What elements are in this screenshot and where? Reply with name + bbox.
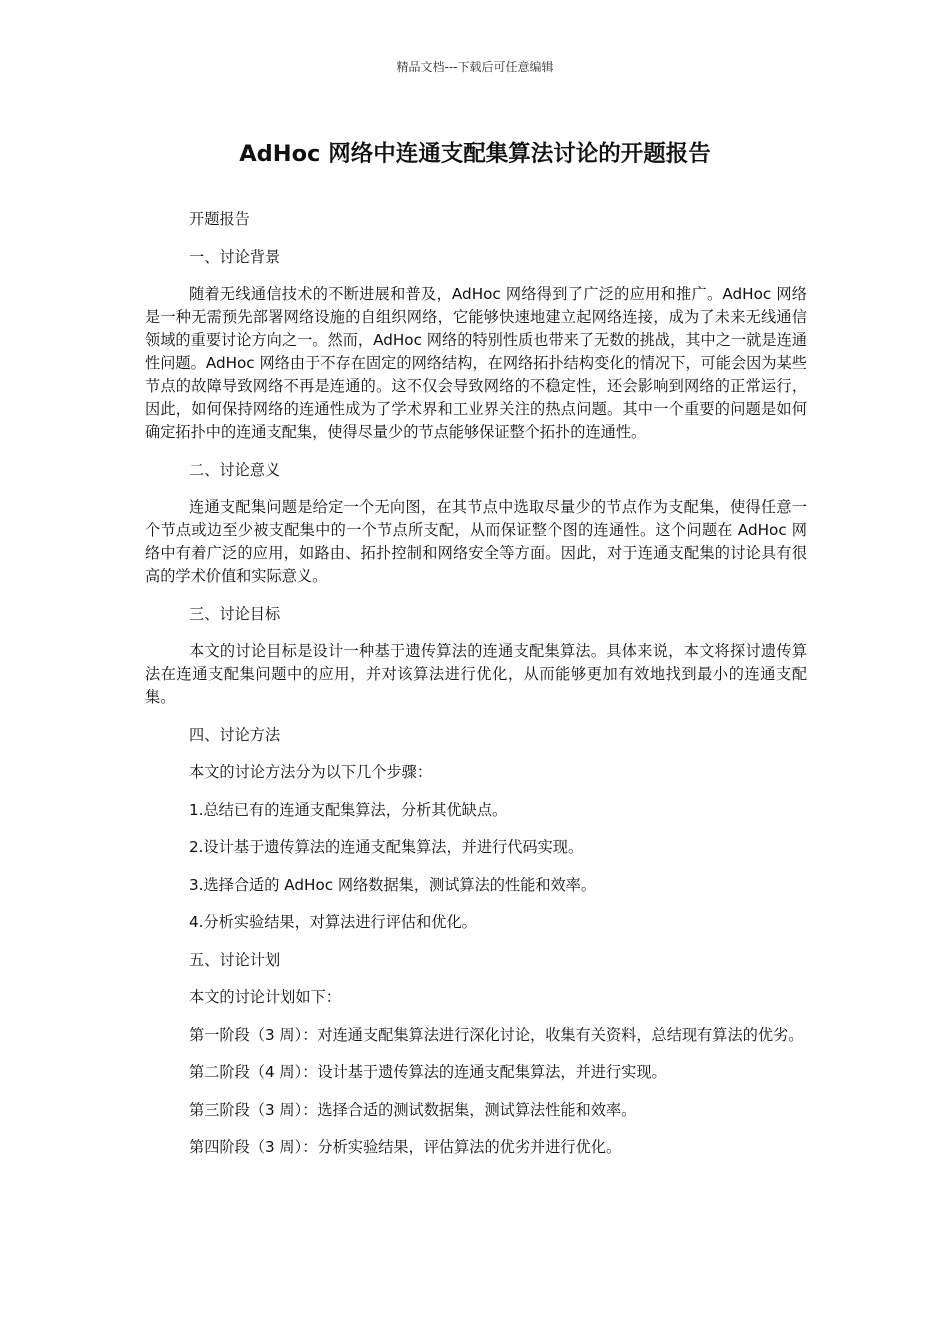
plan-stage-2: 第二阶段（4 周）：设计基于遗传算法的连通支配集算法，并进行实现。 xyxy=(189,1063,667,1081)
report-label: 开题报告 xyxy=(189,210,250,228)
section-heading-method: 四、讨论方法 xyxy=(189,725,281,744)
section-heading-goal: 三、讨论目标 xyxy=(189,604,281,623)
method-intro: 本文的讨论方法分为以下几个步骤： xyxy=(189,763,432,781)
method-step-4: 4.分析实验结果，对算法进行评估和优化。 xyxy=(189,913,477,931)
page-header-note: 精品文档---下载后可任意编辑 xyxy=(396,60,554,74)
section-heading-background: 一、讨论背景 xyxy=(189,247,281,266)
document-title: AdHoc 网络中连通支配集算法讨论的开题报告 xyxy=(239,141,711,167)
plan-stage-4: 第四阶段（3 周）：分析实验结果，评估算法的优劣并进行优化。 xyxy=(189,1138,622,1156)
method-step-2: 2.设计基于遗传算法的连通支配集算法，并进行代码实现。 xyxy=(189,838,584,856)
plan-intro: 本文的讨论计划如下： xyxy=(189,988,341,1006)
background-paragraph: 随着无线通信技术的不断进展和普及，AdHoc 网络得到了广泛的应用和推广。AdHoc 网络是一种无需预先部署网络设施的自组织网络，它能够快速地建立起网络连接，成为了未来无线通信领域的重要讨论方向之一。然而，AdHoc 网络的特别性质也带来了无数的挑战，其中之一就是连通性问题。AdHoc 网络由于不存在固定的网络结构，在网络拓扑结构变化的情况下，可能会因为某些节点的故障导致网络不再是连通的。这不仅会导致网络的不稳定性，还会影响到网络的正常运行，因此，如何保持网络的连通性成为了学术界和工业界关注的热点问题。其中一个重要的问题是如何确定拓扑中的连通支配集，使得尽量少的节点能够保证整个拓扑的连通性。 xyxy=(145,285,807,441)
method-step-1: 1.总结已有的连通支配集算法，分析其优缺点。 xyxy=(189,800,508,819)
significance-paragraph: 连通支配集问题是给定一个无向图，在其节点中选取尽量少的节点作为支配集，使得任意一个节点或边至少被支配集中的一个节点所支配，从而保证整个图的连通性。这个问题在 AdHoc 网络中有着广泛的应用，如路由、拓扑控制和网络安全等方面。因此，对于连通支配集的讨论具有很高的学术价值和实际意义。 xyxy=(145,498,807,585)
plan-stage-3: 第三阶段（3 周）：选择合适的测试数据集，测试算法性能和效率。 xyxy=(189,1100,637,1119)
goal-paragraph: 本文的讨论目标是设计一种基于遗传算法的连通支配集算法。具体来说，本文将探讨遗传算法在连通支配集问题中的应用，并对该算法进行优化，从而能够更加有效地找到最小的连通支配集。 xyxy=(145,642,807,706)
section-heading-significance: 二、讨论意义 xyxy=(189,460,281,479)
method-step-3: 3.选择合适的 AdHoc 网络数据集，测试算法的性能和效率。 xyxy=(189,875,597,894)
section-heading-plan: 五、讨论计划 xyxy=(189,950,281,969)
document-body xyxy=(145,208,807,1174)
plan-stage-1: 第一阶段（3 周）：对连通支配集算法进行深化讨论，收集有关资料，总结现有算法的优劣。 xyxy=(189,1025,804,1044)
